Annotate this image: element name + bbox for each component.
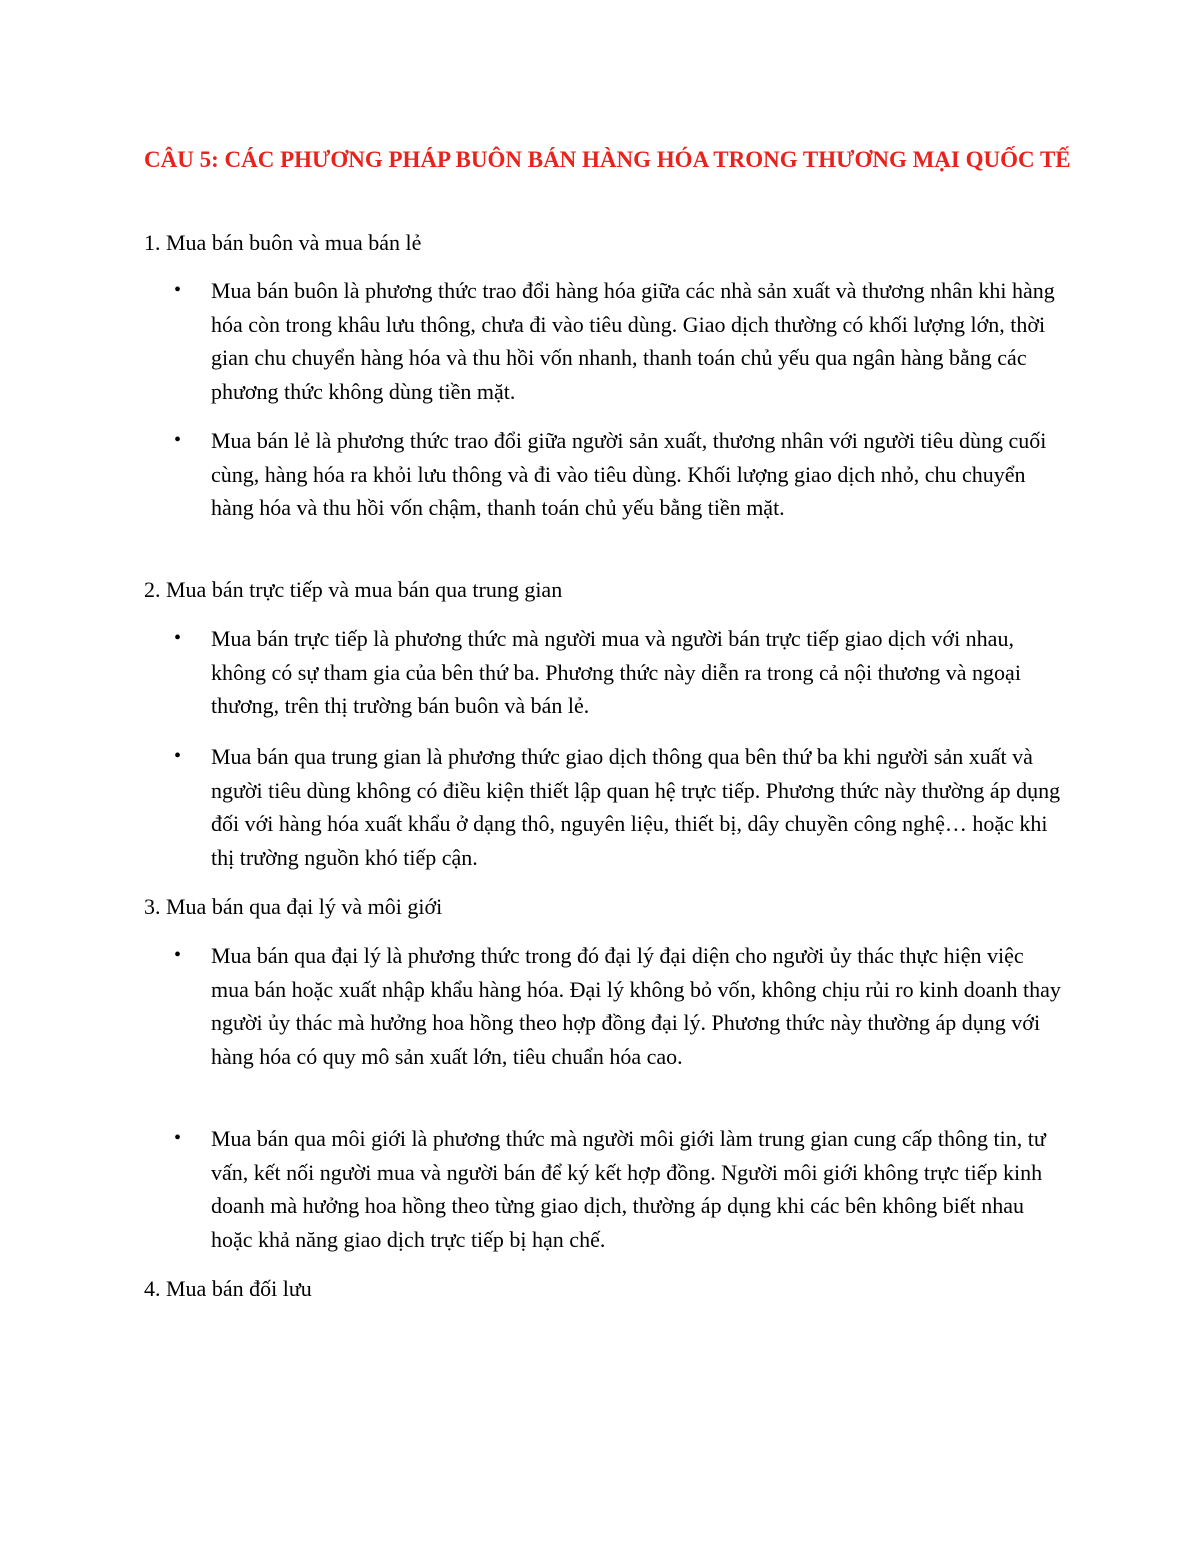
section-heading-2: 2. Mua bán trực tiếp và mua bán qua trung gian	[144, 577, 563, 602]
list-item	[174, 622, 1064, 723]
section-heading-3: 3. Mua bán qua đại lý và môi giới	[144, 894, 443, 919]
list-item-text: Mua bán buôn là phương thức trao đổi hàng hóa giữa các nhà sản xuất và thương nhân khi hàng hóa còn trong khâu lưu thông, chưa đi vào tiêu dùng. Giao dịch thường có khối lượng lớn, thời gian chu chuyển hàng hóa và thu hồi vốn nhanh, thanh toán chủ yếu qua ngân hàng bằng các phương thức không dùng tiền mặt.	[211, 278, 1055, 404]
bullet-icon: •	[174, 745, 182, 767]
list-item-text: Mua bán lẻ là phương thức trao đổi giữa người sản xuất, thương nhân với người tiêu dùng cuối cùng, hàng hóa ra khỏi lưu thông và đi vào tiêu dùng. Khối lượng giao dịch nhỏ, chu chuyển hàng hóa và thu hồi vốn chậm, thanh toán chủ yếu bằng tiền mặt.	[211, 428, 1047, 520]
bullet-icon: •	[174, 279, 182, 301]
list-item	[174, 740, 1064, 874]
section-heading-1: 1. Mua bán buôn và mua bán lẻ	[144, 230, 422, 255]
bullet-icon: •	[174, 429, 182, 451]
bullet-icon: •	[174, 944, 182, 966]
document-title: CÂU 5: CÁC PHƯƠNG PHÁP BUÔN BÁN HÀNG HÓA TRONG THƯƠNG MẠI QUỐC TẾ	[144, 147, 1071, 172]
list-item	[174, 424, 1064, 525]
list-item	[174, 274, 1064, 408]
list-item-text: Mua bán qua trung gian là phương thức giao dịch thông qua bên thứ ba khi người sản xuất và người tiêu dùng không có điều kiện thiết lập quan hệ trực tiếp. Phương thức này thường áp dụng đối với hàng hóa xuất khẩu ở dạng thô, nguyên liệu, thiết bị, dây chuyền công nghệ… hoặc khi thị trường nguồn khó tiếp cận.	[211, 744, 1061, 870]
list-item-text: Mua bán trực tiếp là phương thức mà người mua và người bán trực tiếp giao dịch với nhau, không có sự tham gia của bên thứ ba. Phương thức này diễn ra trong cả nội thương và ngoại thương, trên thị trường bán buôn và bán lẻ.	[211, 626, 1021, 718]
list-item	[174, 939, 1064, 1073]
list-item-text: Mua bán qua đại lý là phương thức trong đó đại lý đại diện cho người ủy thác thực hiện việc mua bán hoặc xuất nhập khẩu hàng hóa. Đại lý không bỏ vốn, không chịu rủi ro kinh doanh thay người ủy thác mà hưởng hoa hồng theo hợp đồng đại lý. Phương thức này thường áp dụng với hàng hóa có quy mô sản xuất lớn, tiêu chuẩn hóa cao.	[211, 943, 1061, 1069]
list-item-text: Mua bán qua môi giới là phương thức mà người môi giới làm trung gian cung cấp thông tin, tư vấn, kết nối người mua và người bán để ký kết hợp đồng. Người môi giới không trực tiếp kinh doanh mà hưởng hoa hồng theo từng giao dịch, thường áp dụng khi các bên không biết nhau hoặc khả năng giao dịch trực tiếp bị hạn chế.	[211, 1126, 1046, 1252]
bullet-icon: •	[174, 1127, 182, 1149]
bullet-icon: •	[174, 627, 182, 649]
section-heading-4: 4. Mua bán đối lưu	[144, 1276, 312, 1301]
list-item	[174, 1122, 1064, 1256]
